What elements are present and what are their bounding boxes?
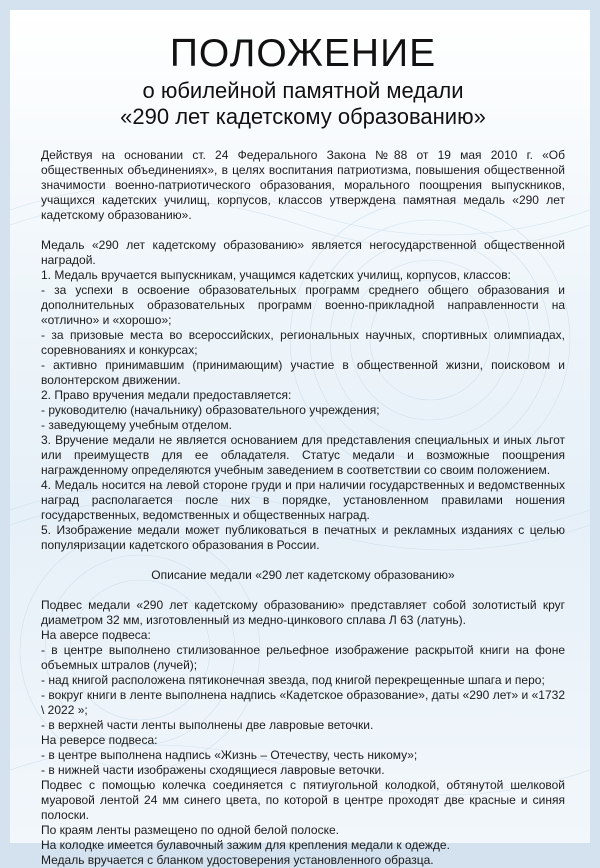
description-line-4: - над книгой расположена пятиконечная звезда, под книгой перекрещенные шпага и перо; <box>41 673 545 687</box>
document-title: ПОЛОЖЕНИЕ <box>169 32 437 75</box>
description-line-13: Медаль вручается с бланком удостоверения установленного образца. <box>41 853 434 867</box>
description-heading: Описание медали «290 лет кадетскому образованию» <box>151 568 455 582</box>
document-subtitle-line2: «290 лет кадетскому образованию» <box>120 104 486 129</box>
clause-2-item-a: - руководителю (начальнику) образовательного учреждения; <box>41 403 380 417</box>
clause-2: 2. Право вручения медали предоставляется: <box>41 388 292 402</box>
clause-5: 5. Изображение медали может публиковаться в печатных и рекламных изданиях с целью популяризации кадетского образования в России. <box>41 523 565 552</box>
document-subtitle-line1: о юбилейной памятной медали <box>142 78 464 103</box>
description-line-9: - в нижней части изображены сходящиеся лавровые веточки. <box>41 763 385 777</box>
description-line-10: Подвес с помощью колечка соединяется с пятиугольной колодкой, обтянутой шелковой муаровой лентой 24 мм синего цвета, по которой в центре проходят две красные и синяя полоски. <box>41 778 565 822</box>
description-line-11: По краям ленты размещено по одной белой полоске. <box>41 823 339 837</box>
description-line-12: На колодке имеется булавочный зажим для крепления медали к одежде. <box>41 838 450 852</box>
description-line-6: - в верхней части ленты выполнены две лавровые веточки. <box>41 718 374 732</box>
document-content <box>41 30 565 868</box>
clause-1-item-c: - активно принимавшим (принимающим) участие в общественной жизни, поисковом и волонтерском движении. <box>41 358 565 387</box>
description-line-7: На реверсе подвеса: <box>41 733 158 747</box>
description-line-3: - в центре выполнено стилизованное рельефное изображение раскрытой книги на фоне объемных штралов (лучей); <box>41 643 565 672</box>
clause-4: 4. Медаль носится на левой стороне груди и при наличии государственных и ведомственных наград располагается после них в порядке, установленном правилами ношения государственных, ведомственных и общественных наград. <box>41 478 565 522</box>
description-line-8: - в центре выполнена надпись «Жизнь – Отечеству, честь никому»; <box>41 748 418 762</box>
clause-1: 1. Медаль вручается выпускникам, учащимся кадетских училищ, корпусов, классов: <box>41 268 511 282</box>
clause-1-item-a: - за успехи в освоение образовательных программ среднего общего образования и дополнительных образовательных программ военно-прикладной направленности на «отлично» и «хорошо»; <box>41 283 565 327</box>
description-line-2: На аверсе подвеса: <box>41 628 151 642</box>
clause-3: 3. Вручение медали не является основанием для представления специальных и иных льгот или преимуществ для ее обладателя. Статус медали и возможные поощрения награжденному определяются учебным заведением в соответствии со своим положением. <box>41 433 565 477</box>
clause-2-item-b: - заведующему учебным отделом. <box>41 418 232 432</box>
description-line-1: Подвес медали «290 лет кадетскому образованию» представляет собой золотистый круг диаметром 32 мм, изготовленный из медно-цинкового сплава Л 63 (латунь). <box>41 598 565 627</box>
intro-paragraph: Действуя на основании ст. 24 Федерального Закона №88 от 19 мая 2010 г. «Об общественных объединениях», в целях воспитания патриотизма, повышения общественной значимости военно-патриотического образования, морального поощрения выпускников, учащихся кадетских училищ, корпусов, классов утверждена памятная медаль «290 лет кадетскому образованию». <box>41 148 565 222</box>
clause-1-item-b: - за призовые места во всероссийских, региональных научных, спортивных олимпиадах, соревнованиях и конкурсах; <box>41 328 565 357</box>
description-line-5: - вокруг книги в ленте выполнена надпись «Кадетское образование», даты «290 лет» и «1732 \ 2022 »; <box>41 688 565 717</box>
status-paragraph: Медаль «290 лет кадетскому образованию» является негосударственной общественной наградой. <box>41 238 565 267</box>
document-page <box>10 10 590 867</box>
